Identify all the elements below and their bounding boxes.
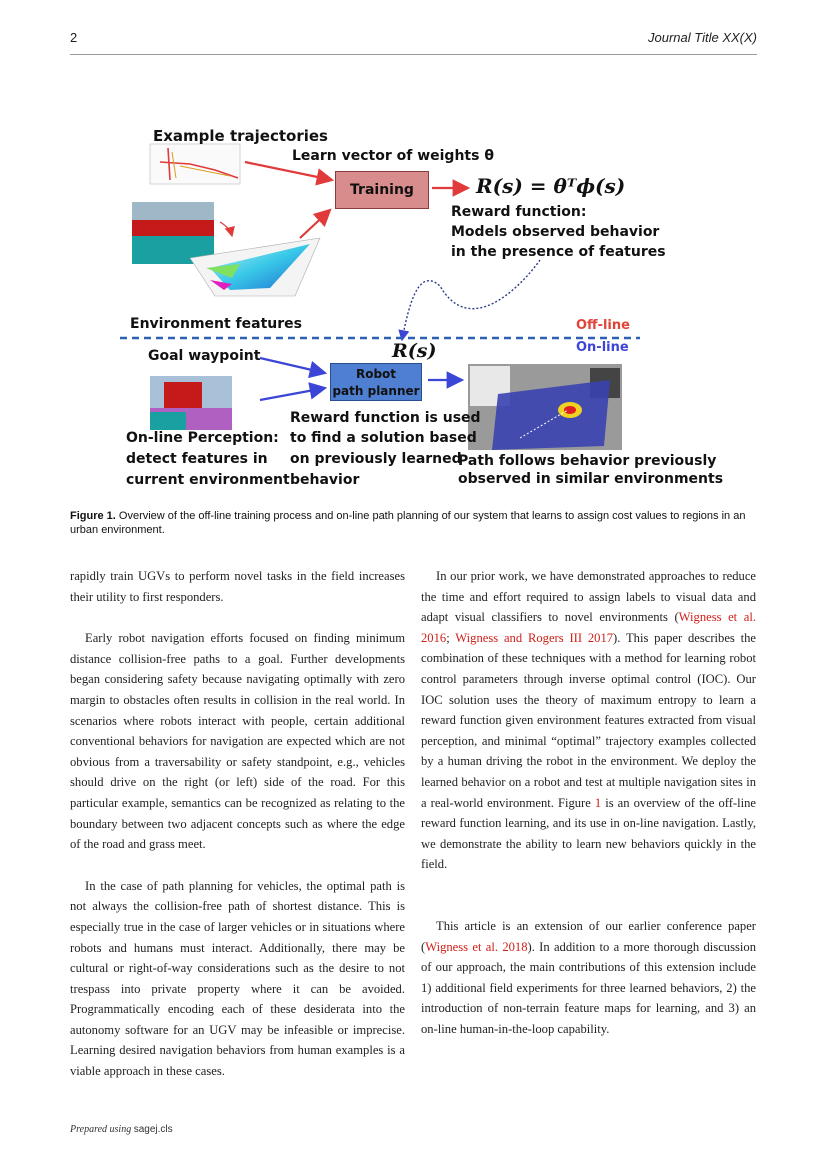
citation-wigness-2016[interactable]: Wigness et al. 2016 xyxy=(421,610,756,645)
on-line-label: On-line xyxy=(576,340,629,355)
perception-line-3: current environment xyxy=(126,472,290,488)
running-header xyxy=(70,30,757,48)
example-trajectories-label: Example trajectories xyxy=(153,127,328,145)
reward-function-line-2: Models observed behavior xyxy=(451,224,660,240)
right-p2-text-b: ). In addition to a more thorough discussion of our approach, the main contributions of this extension include 1) additional field experiments for three learned behaviors, 2) the introduction of non-terrain feature maps for learning, and 3) an on-line human-in-the-loop capability. xyxy=(421,939,756,1036)
page-number: 2 xyxy=(70,30,78,45)
reward-used-line-2: to find a solution based xyxy=(290,430,477,446)
right-column xyxy=(421,566,756,1039)
footer-prefix: Prepared using xyxy=(70,1124,132,1135)
caption-text: Overview of the off-line training process and on-line path planning of our system that learns to assign cost values to regions in an urban environment. xyxy=(70,510,746,536)
left-paragraph-3: In the case of path planning for vehicles, the optimal path is not always the collision-free path of shortest distance. This is especially true in the case of larger vehicles or in situations where robots and humans must interact. Additionally, there may be cultural or right-of-way considerations such as the desire to not trespass into private property where it can be avoided. Programmatically encoding each of these desiderata into the autonomy software for an UGV may be infeasible or imprecise. Learning desired navigation behaviors from human examples is a viable approach in these cases. xyxy=(70,878,405,1079)
path-result-thumbnail xyxy=(468,364,622,450)
left-paragraph-1: rapidly train UGVs to perform novel tasks in the field increases their utility to first responders. xyxy=(70,569,405,604)
path-follows-line-2: observed in similar environments xyxy=(458,471,724,487)
r-of-s-label: R(s) xyxy=(392,340,437,362)
left-paragraph-2: Early robot navigation efforts focused on finding minimum distance collision-free paths to a goal. Further developments began considering safety because navigating optimally with zero margin to obstacles often results in collision in the real world. In scenarios where robots interact with people, certain additional conventional behaviors for navigation are expected which are not obvious from a traversability or safety standpoint, e.g., vehicles should drive on the right (or left) side of the road. For this particular example, semantics can be recognized as relating to the boundary between two adjacent concepts such as where the edge of the road and grass meet. xyxy=(70,631,405,852)
online-perception-thumbnail xyxy=(150,376,232,430)
planner-line-2: path planner xyxy=(332,384,420,398)
off-line-label: Off-line xyxy=(576,318,630,333)
trajectory-plot-thumbnail xyxy=(150,144,240,184)
footer xyxy=(70,1124,173,1135)
footer-cls: sagej.cls xyxy=(133,1124,173,1135)
reward-used-line-4: behavior xyxy=(290,472,360,488)
reward-function-line-3: in the presence of features xyxy=(451,244,666,260)
citation-wigness-rogers-2017[interactable]: Wigness and Rogers III 2017 xyxy=(455,630,614,645)
figure-1 xyxy=(120,118,724,498)
perception-line-2: detect features in xyxy=(126,451,268,467)
right-p1-text-b: ). This paper describes the combination of these techniques with a method for learning robot control parameters through inverse optimal control (IOC). Our IOC solution uses the theory of maximum entropy to learn a reward function given environment features extracted from visual perception, and minimal “optimal” trajectory examples collected by a human driving the robot in the environment. We deploy the learned behavior on a robot and test at multiple navigation sites in a real-world environment. Figure xyxy=(421,630,757,810)
right-paragraph-1 xyxy=(421,566,756,875)
citation-separator: ; xyxy=(446,630,456,645)
reward-function-line-1: Reward function: xyxy=(451,204,587,220)
figure-caption xyxy=(70,509,757,537)
right-p1-text-c: is an overview of the off-line reward function learning, and its use in on-line navigation. Lastly, we demonstrate the ability to learn new behaviors quickly in the field. xyxy=(421,795,756,872)
right-p1-text-a: In our prior work, we have demonstrated approaches to reduce the time and effort required to assign labels to visual data and adapt visual classifiers to novel environments ( xyxy=(421,569,756,625)
learn-weights-label: Learn vector of weights θ xyxy=(292,148,494,164)
reward-used-line-1: Reward function is used xyxy=(290,410,481,426)
perception-line-1: On-line Perception: xyxy=(126,430,279,446)
robot-path-planner-box xyxy=(330,363,422,401)
right-paragraph-2 xyxy=(421,916,756,1040)
goal-waypoint-label: Goal waypoint xyxy=(148,348,261,364)
right-p2-text-a: This article is an extension of our earlier conference paper ( xyxy=(421,918,756,954)
reward-equation: R(s) = θᵀϕ(s) xyxy=(476,174,626,198)
citation-wigness-2018[interactable]: Wigness et al. 2018 xyxy=(425,939,528,954)
left-column xyxy=(70,566,405,1082)
planner-line-1: Robot xyxy=(355,367,397,381)
header-rule xyxy=(70,54,757,55)
environment-features-label: Environment features xyxy=(130,316,302,332)
caption-label: Figure 1. xyxy=(70,510,116,522)
environment-features-thumbnail xyxy=(132,202,320,296)
figure-1-link[interactable]: 1 xyxy=(594,795,602,810)
reward-used-line-3: on previously learned xyxy=(290,451,462,467)
path-follows-line-1: Path follows behavior previously xyxy=(458,453,717,469)
journal-title: Journal Title XX(X) xyxy=(648,30,757,45)
training-box: Training xyxy=(335,171,429,209)
